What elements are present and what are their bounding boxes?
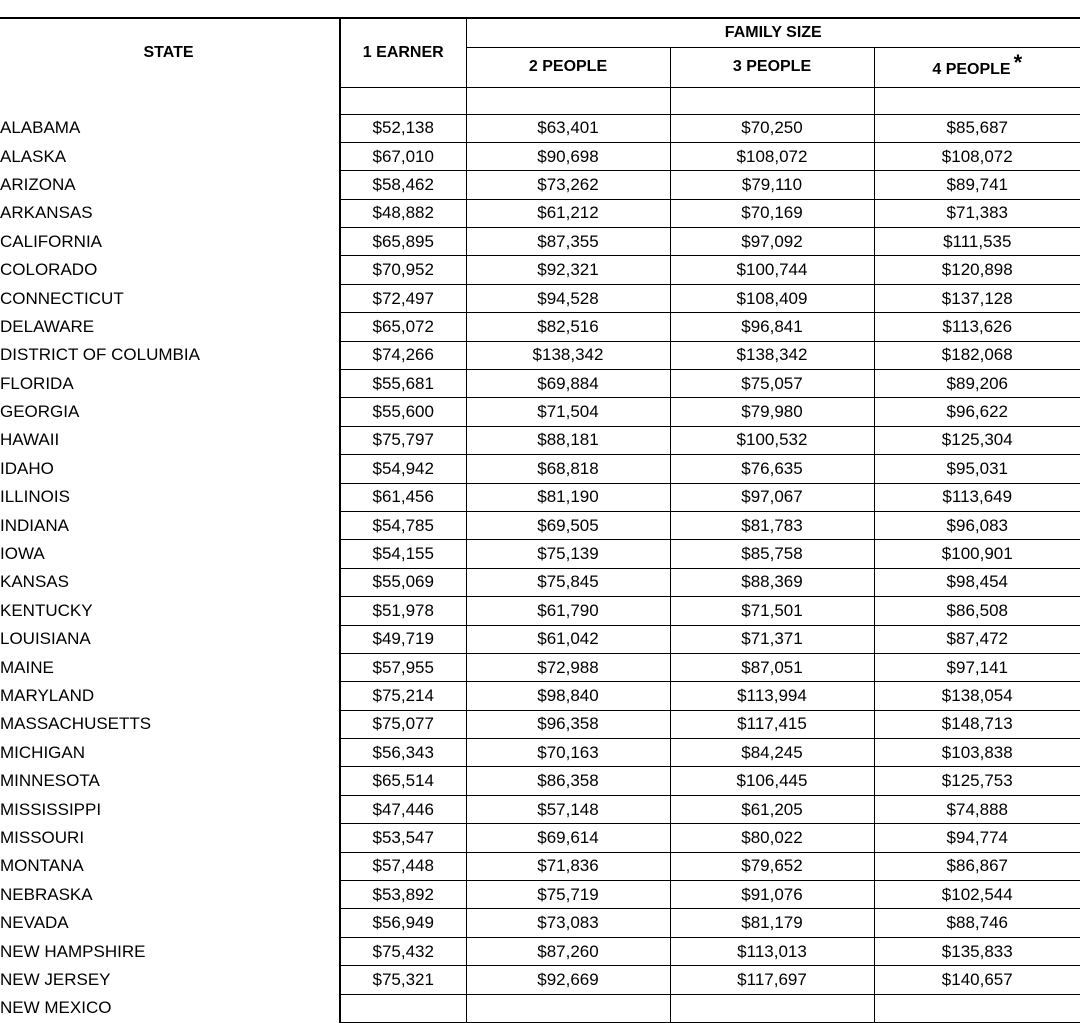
four-people-cell: $89,741 — [874, 171, 1080, 199]
one-earner-cell: $58,462 — [340, 171, 466, 199]
three-people-cell: $113,013 — [670, 937, 874, 965]
state-cell: CALIFORNIA — [0, 231, 103, 251]
state-cell: KANSAS — [0, 572, 69, 592]
two-people-cell: $88,181 — [466, 426, 670, 454]
table-row-cut-off — [0, 994, 1080, 1022]
state-cell: MAINE — [0, 657, 54, 677]
three-people-cell: $88,369 — [670, 568, 874, 596]
three-people-cell: $117,415 — [670, 710, 874, 738]
four-people-cell: $94,774 — [874, 824, 1080, 852]
two-people-cell: $94,528 — [466, 284, 670, 312]
four-people-cell: $74,888 — [874, 795, 1080, 823]
state-cell: HAWAII — [0, 430, 60, 450]
four-people-cell: $113,649 — [874, 483, 1080, 511]
table-row — [0, 625, 1080, 653]
state-cell: ARKANSAS — [0, 203, 93, 223]
four-people-cell: $113,626 — [874, 313, 1080, 341]
state-cell: COLORADO — [0, 260, 98, 280]
one-earner-cell: $75,321 — [340, 966, 466, 994]
one-earner-cell: $56,343 — [340, 739, 466, 767]
two-people-cell: $87,355 — [466, 228, 670, 256]
two-people-cell: $73,262 — [466, 171, 670, 199]
four-people-cell: $182,068 — [874, 341, 1080, 369]
table-row — [0, 171, 1080, 199]
table-row — [0, 199, 1080, 227]
table-row — [0, 228, 1080, 256]
table-row — [0, 483, 1080, 511]
one-earner-cell: $67,010 — [340, 142, 466, 170]
state-cell: CONNECTICUT — [0, 288, 124, 308]
three-people-cell: $80,022 — [670, 824, 874, 852]
four-people-cell: $103,838 — [874, 739, 1080, 767]
table-row — [0, 852, 1080, 880]
table-row — [0, 653, 1080, 681]
table-row — [0, 142, 1080, 170]
state-cell: MONTANA — [0, 856, 84, 876]
one-earner-cell: $57,955 — [340, 653, 466, 681]
table-row — [0, 455, 1080, 483]
one-earner-cell: $75,797 — [340, 426, 466, 454]
two-people-cell: $90,698 — [466, 142, 670, 170]
one-earner-cell: $75,214 — [340, 682, 466, 710]
two-people-cell: $57,148 — [466, 795, 670, 823]
two-people-cell: $87,260 — [466, 937, 670, 965]
three-people-cell: $113,994 — [670, 682, 874, 710]
state-cell: NEBRASKA — [0, 884, 93, 904]
table-row — [0, 739, 1080, 767]
four-people-cell: $87,472 — [874, 625, 1080, 653]
four-people-cell: $111,535 — [874, 228, 1080, 256]
three-people-cell: $117,697 — [670, 966, 874, 994]
four-people-column-header — [874, 47, 1080, 87]
one-earner-cell: $54,942 — [340, 455, 466, 483]
table-row — [0, 767, 1080, 795]
one-earner-cell: $57,448 — [340, 852, 466, 880]
table-row — [0, 682, 1080, 710]
two-people-cell: $92,321 — [466, 256, 670, 284]
three-people-cell: $96,841 — [670, 313, 874, 341]
four-people-cell: $71,383 — [874, 199, 1080, 227]
four-people-cell: $86,867 — [874, 852, 1080, 880]
state-cell: NEVADA — [0, 913, 69, 933]
one-earner-cell: $65,072 — [340, 313, 466, 341]
four-people-cell: $97,141 — [874, 653, 1080, 681]
three-people-cell: $138,342 — [670, 341, 874, 369]
three-people-cell: $81,179 — [670, 909, 874, 937]
two-people-cell: $82,516 — [466, 313, 670, 341]
one-earner-cell: $49,719 — [340, 625, 466, 653]
three-people-cell: $71,371 — [670, 625, 874, 653]
two-people-cell: $61,790 — [466, 597, 670, 625]
state-cell: MINNESOTA — [0, 771, 100, 791]
one-earner-cell: $54,785 — [340, 511, 466, 539]
two-people-cell: $71,836 — [466, 852, 670, 880]
four-people-cell: $108,072 — [874, 142, 1080, 170]
table-row — [0, 824, 1080, 852]
state-cell: MISSISSIPPI — [0, 799, 102, 819]
four-people-cell: $125,753 — [874, 767, 1080, 795]
four-people-label: 4 PEOPLE — [932, 61, 1011, 78]
state-cell: KENTUCKY — [0, 600, 93, 620]
three-people-cell: $87,051 — [670, 653, 874, 681]
one-earner-cell: $47,446 — [340, 795, 466, 823]
state-cell: NEW HAMPSHIRE — [0, 941, 146, 961]
two-people-cell: $63,401 — [466, 114, 670, 142]
one-earner-cell: $70,952 — [340, 256, 466, 284]
state-cell: MICHIGAN — [0, 742, 85, 762]
state-cell: DELAWARE — [0, 316, 95, 336]
one-earner-cell: $75,077 — [340, 710, 466, 738]
one-earner-cell: $56,949 — [340, 909, 466, 937]
three-people-cell: $106,445 — [670, 767, 874, 795]
table-row — [0, 710, 1080, 738]
two-people-cell: $86,358 — [466, 767, 670, 795]
two-people-cell: $73,083 — [466, 909, 670, 937]
state-cell: ALASKA — [0, 146, 67, 166]
three-people-cell: $81,783 — [670, 511, 874, 539]
four-people-cell: $89,206 — [874, 370, 1080, 398]
three-people-cell: $108,409 — [670, 284, 874, 312]
state-cell: MARYLAND — [0, 686, 95, 705]
one-earner-cell: $53,547 — [340, 824, 466, 852]
state-column-header: STATE — [0, 18, 340, 87]
one-earner-cell: $53,892 — [340, 881, 466, 909]
three-people-cell: $71,501 — [670, 597, 874, 625]
three-people-cell: $70,169 — [670, 199, 874, 227]
two-people-cell: $69,505 — [466, 511, 670, 539]
value-cell — [874, 994, 1080, 1022]
table-row — [0, 341, 1080, 369]
table-row — [0, 909, 1080, 937]
two-people-cell: $61,212 — [466, 199, 670, 227]
two-people-cell: $75,719 — [466, 881, 670, 909]
state-cell: IDAHO — [0, 458, 54, 478]
four-people-cell: $135,833 — [874, 937, 1080, 965]
table-row — [0, 511, 1080, 539]
one-earner-cell: $55,681 — [340, 370, 466, 398]
four-people-cell: $96,083 — [874, 511, 1080, 539]
table-row — [0, 937, 1080, 965]
table-row — [0, 284, 1080, 312]
state-cell: ARIZONA — [0, 174, 76, 194]
four-people-cell: $140,657 — [874, 966, 1080, 994]
state-cell: ILLINOIS — [0, 487, 70, 507]
asterisk-footnote-mark: * — [1013, 50, 1023, 75]
one-earner-cell: $54,155 — [340, 540, 466, 568]
state-cell: LOUISIANA — [0, 629, 91, 649]
header-row-top — [0, 18, 1080, 47]
four-people-cell: $95,031 — [874, 455, 1080, 483]
two-people-cell: $75,139 — [466, 540, 670, 568]
two-people-cell: $138,342 — [466, 341, 670, 369]
state-cell: IOWA — [0, 544, 45, 564]
one-earner-cell: $74,266 — [340, 341, 466, 369]
state-cell: ALABAMA — [0, 118, 81, 138]
one-earner-cell: $52,138 — [340, 114, 466, 142]
one-earner-cell: $72,497 — [340, 284, 466, 312]
table-row — [0, 795, 1080, 823]
three-people-cell: $108,072 — [670, 142, 874, 170]
one-earner-cell: $61,456 — [340, 483, 466, 511]
three-people-cell: $100,532 — [670, 426, 874, 454]
three-people-cell: $79,652 — [670, 852, 874, 880]
three-people-cell: $91,076 — [670, 881, 874, 909]
four-people-cell: $85,687 — [874, 114, 1080, 142]
two-people-column-header: 2 PEOPLE — [466, 47, 670, 87]
four-people-cell: $125,304 — [874, 426, 1080, 454]
one-earner-cell: $65,895 — [340, 228, 466, 256]
table-row — [0, 370, 1080, 398]
three-people-cell: $61,205 — [670, 795, 874, 823]
two-people-cell: $71,504 — [466, 398, 670, 426]
three-people-cell: $84,245 — [670, 739, 874, 767]
three-people-cell: $97,092 — [670, 228, 874, 256]
table-row — [0, 568, 1080, 596]
two-people-cell: $69,884 — [466, 370, 670, 398]
two-people-cell: $68,818 — [466, 455, 670, 483]
four-people-cell: $148,713 — [874, 710, 1080, 738]
three-people-cell: $79,980 — [670, 398, 874, 426]
family-size-group-header: FAMILY SIZE — [466, 18, 1080, 47]
state-cell: NEW JERSEY — [0, 969, 111, 989]
three-people-cell: $75,057 — [670, 370, 874, 398]
table-row — [0, 966, 1080, 994]
four-people-cell: $120,898 — [874, 256, 1080, 284]
state-cell: DISTRICT OF COLUMBIA — [0, 345, 200, 365]
state-cell: FLORIDA — [0, 373, 74, 393]
one-earner-cell: $65,514 — [340, 767, 466, 795]
value-cell — [466, 994, 670, 1022]
one-earner-cell: $75,432 — [340, 937, 466, 965]
three-people-cell: $79,110 — [670, 171, 874, 199]
table-row — [0, 256, 1080, 284]
four-people-cell: $88,746 — [874, 909, 1080, 937]
two-people-cell: $75,845 — [466, 568, 670, 596]
state-cell: INDIANA — [0, 515, 69, 535]
value-cell — [670, 994, 874, 1022]
one-earner-cell: $51,978 — [340, 597, 466, 625]
two-people-cell: $70,163 — [466, 739, 670, 767]
four-people-cell: $102,544 — [874, 881, 1080, 909]
two-people-cell: $69,614 — [466, 824, 670, 852]
four-people-cell: $86,508 — [874, 597, 1080, 625]
value-cell — [340, 994, 466, 1022]
four-people-cell: $137,128 — [874, 284, 1080, 312]
state-cell: NEW MEXICO — [0, 998, 112, 1018]
four-people-cell: $100,901 — [874, 540, 1080, 568]
two-people-cell: $96,358 — [466, 710, 670, 738]
four-people-cell: $138,054 — [874, 682, 1080, 710]
two-people-cell: $61,042 — [466, 625, 670, 653]
three-people-cell: $100,744 — [670, 256, 874, 284]
table-row — [0, 540, 1080, 568]
table-row — [0, 881, 1080, 909]
one-earner-cell: $55,069 — [340, 568, 466, 596]
three-people-cell: $76,635 — [670, 455, 874, 483]
one-earner-cell: $48,882 — [340, 199, 466, 227]
one-earner-cell: $55,600 — [340, 398, 466, 426]
table-row — [0, 398, 1080, 426]
four-people-cell: $98,454 — [874, 568, 1080, 596]
two-people-cell: $81,190 — [466, 483, 670, 511]
spacer-row — [0, 87, 1080, 114]
state-cell: MASSACHUSETTS — [0, 714, 152, 734]
three-people-cell: $85,758 — [670, 540, 874, 568]
table-row — [0, 114, 1080, 142]
two-people-cell: $92,669 — [466, 966, 670, 994]
two-people-cell: $72,988 — [466, 653, 670, 681]
three-people-cell: $97,067 — [670, 483, 874, 511]
state-cell: MISSOURI — [0, 827, 85, 847]
state-cell: GEORGIA — [0, 402, 80, 422]
income-limits-table — [0, 17, 1080, 1023]
four-people-cell: $96,622 — [874, 398, 1080, 426]
two-people-cell: $98,840 — [466, 682, 670, 710]
three-people-column-header: 3 PEOPLE — [670, 47, 874, 87]
one-earner-column-header: 1 EARNER — [340, 18, 466, 87]
table-row — [0, 313, 1080, 341]
table-row — [0, 426, 1080, 454]
table-row — [0, 597, 1080, 625]
three-people-cell: $70,250 — [670, 114, 874, 142]
